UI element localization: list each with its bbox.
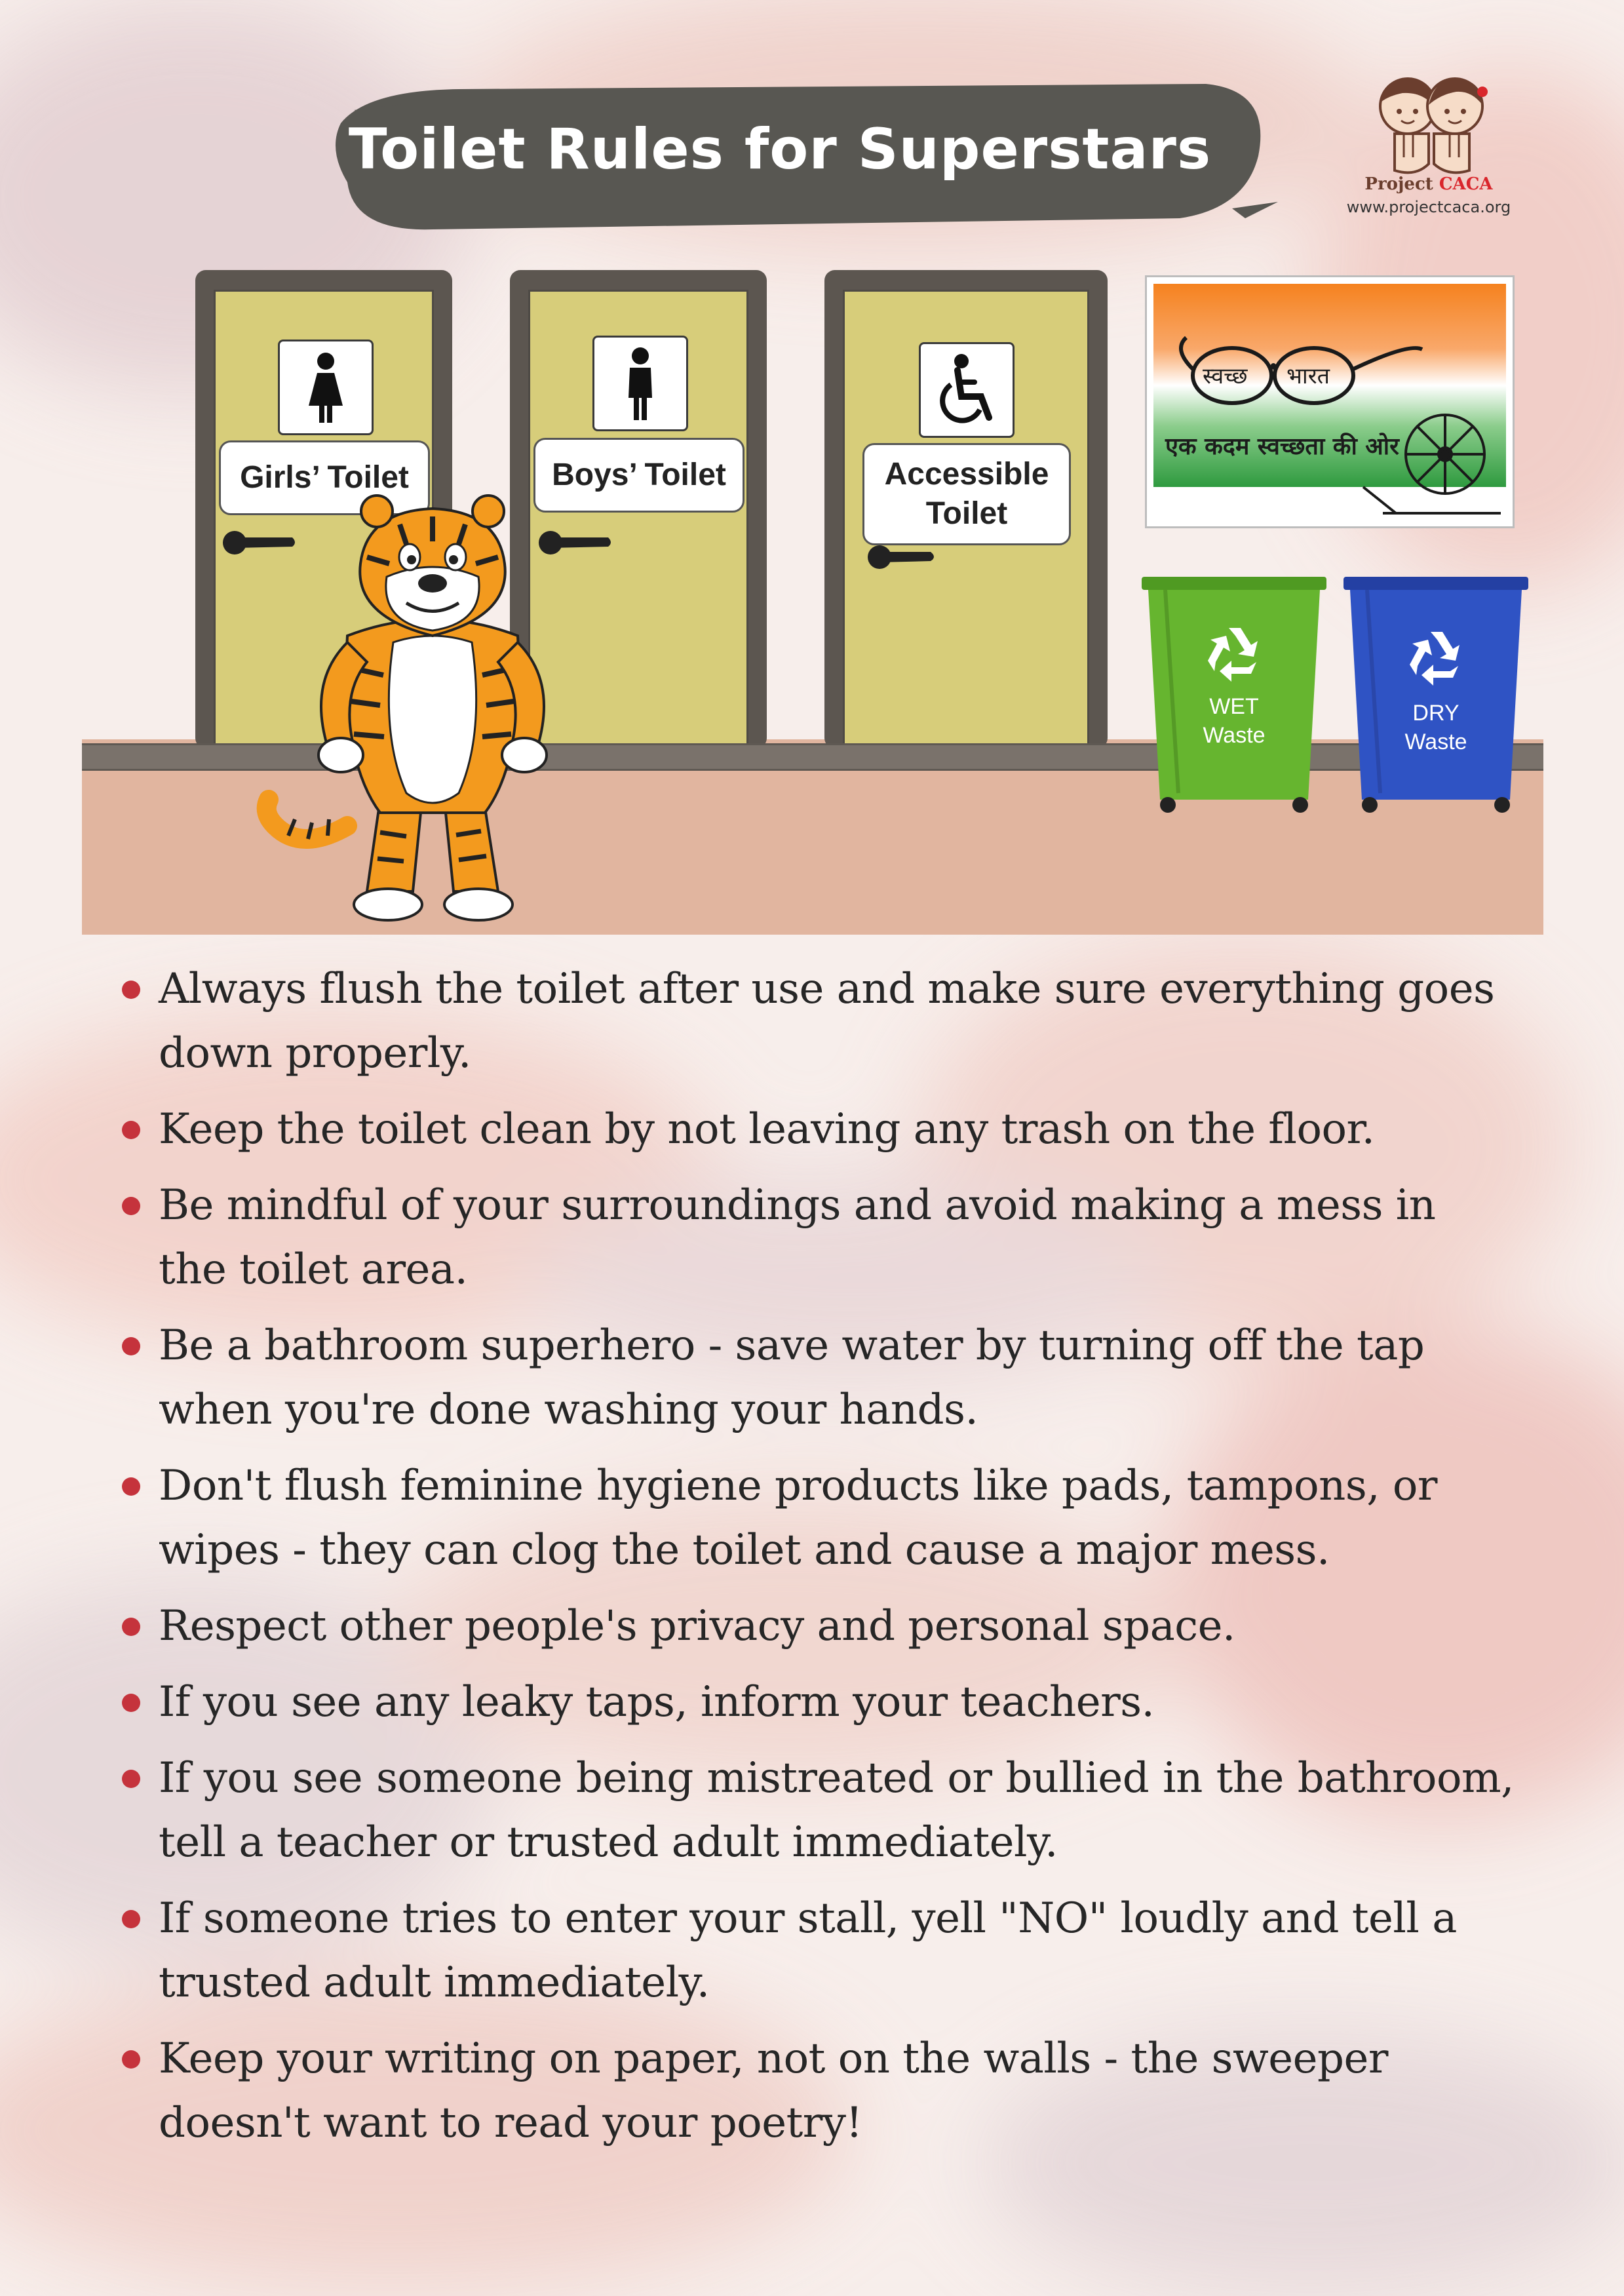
poster-slogan: एक कदम स्वच्छता की ओर xyxy=(1165,433,1399,460)
page-title: Toilet Rules for Superstars xyxy=(348,117,1212,182)
logo-name: Project CACA xyxy=(1364,174,1493,194)
male-sign xyxy=(592,336,688,431)
bullet-icon xyxy=(122,2050,140,2069)
bullet-icon xyxy=(122,1337,140,1355)
dry-waste-bin xyxy=(1341,577,1531,813)
rule-text: Respect other people's privacy and personal space. xyxy=(159,1602,1235,1650)
poster-glasses-right: भारत xyxy=(1286,363,1330,389)
rule-text: Be mindful of your surroundings and avoid making a mess in the toilet area. xyxy=(159,1181,1436,1294)
wet-waste-bin xyxy=(1139,577,1329,813)
rule-item xyxy=(118,1886,1514,2015)
two-children-hands-together-icon xyxy=(1330,66,1527,177)
swachh-bharat-poster xyxy=(1145,275,1515,528)
bullet-icon xyxy=(122,1694,140,1712)
female-sign xyxy=(278,340,374,435)
rule-item xyxy=(118,1594,1514,1658)
tiger-mascot xyxy=(249,485,629,931)
swachh-bharat-artwork xyxy=(1147,277,1513,526)
female-icon xyxy=(280,341,372,433)
bullet-icon xyxy=(122,1910,140,1928)
wheelchair-icon xyxy=(921,344,1013,436)
rule-item xyxy=(118,957,1514,1085)
poster-glasses-text xyxy=(1203,360,1399,399)
rule-item xyxy=(118,1746,1514,1875)
poster-glasses-left: स्वच्छ xyxy=(1203,363,1248,389)
bullet-icon xyxy=(122,1477,140,1496)
bullet-icon xyxy=(122,1121,140,1139)
bullet-icon xyxy=(122,1197,140,1215)
bullet-icon xyxy=(122,1618,140,1636)
door-handle-icon xyxy=(865,537,944,577)
rule-item xyxy=(118,2027,1514,2155)
wet-bin-label-line1: WET xyxy=(1209,694,1259,719)
rule-text: If you see someone being mistreated or bullied in the bathroom, tell a teacher or trusted adult immediately. xyxy=(159,1754,1514,1867)
rule-text: If you see any leaky taps, inform your teachers. xyxy=(159,1678,1155,1726)
bullet-icon xyxy=(122,981,140,999)
project-caca-logo xyxy=(1330,66,1527,229)
rule-text: Keep the toilet clean by not leaving any trash on the floor. xyxy=(159,1105,1375,1154)
door-label-girls: Girls’ Toilet xyxy=(219,440,430,515)
bin-shape xyxy=(1341,577,1531,813)
rule-item xyxy=(118,1670,1514,1734)
rules-list xyxy=(118,957,1514,2167)
dry-bin-label-line2: Waste xyxy=(1404,730,1467,754)
wet-bin-label-line2: Waste xyxy=(1203,723,1266,748)
male-icon xyxy=(594,338,686,429)
bullet-icon xyxy=(122,1770,140,1788)
rule-text: Don't flush feminine hygiene products like pads, tampons, or wipes - they can clog the toilet and cause a major mess. xyxy=(159,1462,1437,1574)
rule-text: Keep your writing on paper, not on the walls - the sweeper doesn't want to read your poetry! xyxy=(159,2034,1388,2147)
door-label-accessible: Accessible Toilet xyxy=(862,443,1071,545)
rule-text: If someone tries to enter your stall, yell "NO" loudly and tell a trusted adult immediately. xyxy=(159,1894,1457,2007)
rule-item xyxy=(118,1313,1514,1442)
title-banner xyxy=(328,77,1285,241)
rule-item xyxy=(118,1173,1514,1302)
door-label-boys: Boys’ Toilet xyxy=(533,438,744,513)
rule-text: Be a bathroom superhero - save water by turning off the tap when you're done washing your hands. xyxy=(159,1321,1425,1434)
rule-text: Always flush the toilet after use and make sure everything goes down properly. xyxy=(159,965,1495,1078)
rule-item xyxy=(118,1454,1514,1582)
logo-url: www.projectcaca.org xyxy=(1346,198,1511,216)
dry-bin-label-line1: DRY xyxy=(1412,701,1460,726)
door-accessible-toilet xyxy=(824,270,1108,749)
rule-item xyxy=(118,1097,1514,1161)
accessible-sign xyxy=(919,342,1015,438)
